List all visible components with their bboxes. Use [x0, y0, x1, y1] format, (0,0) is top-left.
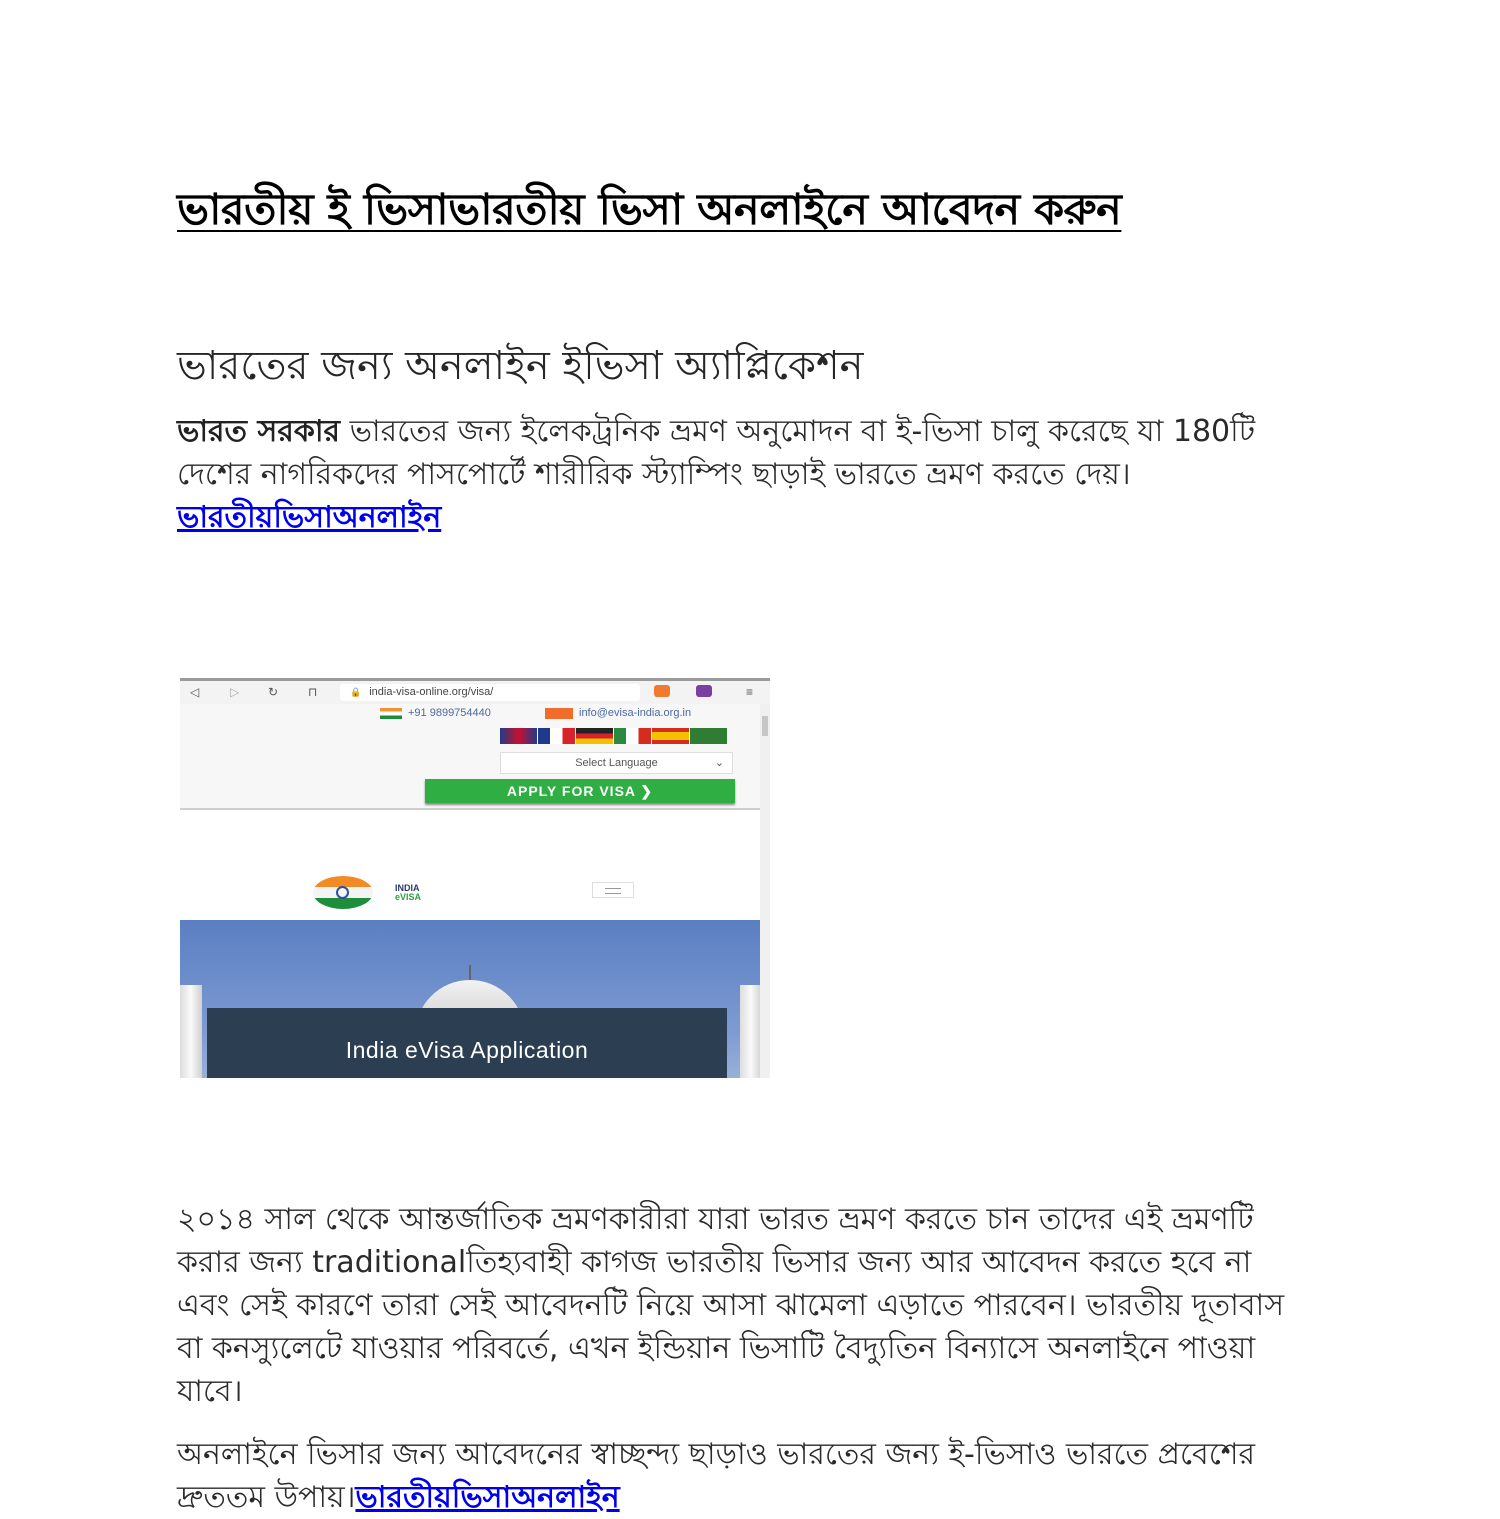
indian-visa-online-link-2[interactable]: ভারতীয়ভিসাঅনলাইন	[355, 1480, 620, 1515]
phone-contact	[380, 707, 491, 719]
france-flag-icon	[538, 728, 575, 744]
forward-icon: ▷	[230, 685, 240, 699]
indian-visa-online-link[interactable]: ভারতীয়ভিসাঅনলাইন	[177, 500, 442, 535]
history-paragraph: ২০১৪ সাল থেকে আন্তর্জাতিক ভ্রমণকারীরা যারা ভারত ভ্রমণ করতে চান তাদের এই ভ্রমণটি করার জন্য traditionalতিহ্যবাহী কাগজ ভারতীয় ভিসার জন্য আর আবেদন করতে হবে না এবং সেই কারণে তারা সেই আবেদনটি নিয়ে আসা ঝামেলা এড়াতে পারবেন। ভারতীয় দূতাবাস বা কনস্যুলেটে যাওয়ার পরিবর্তে, এখন ইন্ডিয়ান ভিসাটি বৈদ্যুতিন বিন্যাসে অনলাইনে পাওয়া যাবে।	[177, 1202, 1285, 1409]
reload-icon: ↻	[268, 685, 279, 699]
speed-text: অনলাইনে ভিসার জন্য আবেদনের স্বাচ্ছন্দ্য ছাড়াও ভারতের জন্য ই-ভিসাও ভারতে প্রবেশের দ্রুততম উপায়।	[177, 1437, 1256, 1515]
germany-flag-icon	[576, 728, 613, 744]
intro-paragraph	[177, 410, 1312, 539]
minaret-right	[740, 985, 760, 1078]
intro-text: ভারতের জন্য ইলেকট্রনিক ভ্রমণ অনুমোদন বা ই-ভিসা চালু করেছে যা 180টি দেশের নাগরিকদের পাসপোর্টে শারীরিক স্ট্যাম্পিং ছাড়াই ভারতে ভ্রমণ করতে দেয়।	[177, 414, 1256, 492]
india-flag-icon	[380, 708, 402, 719]
phone-number: +91 9899754440	[408, 707, 491, 719]
chevron-down-icon: ⌄	[714, 757, 724, 769]
minaret-left	[180, 985, 202, 1078]
menu-icon: ≡	[746, 685, 754, 699]
lock-icon: 🔒	[350, 687, 362, 697]
language-select-value: Select Language	[575, 757, 658, 769]
india-flag-logo	[313, 876, 373, 909]
email-address: info@evisa-india.org.in	[579, 707, 692, 719]
intro-bold-lead: ভারত সরকার	[177, 414, 341, 449]
scrollbar	[760, 704, 770, 1078]
email-contact	[545, 707, 691, 719]
language-flags	[500, 728, 727, 744]
url-bar	[340, 684, 640, 701]
page-subtitle: ভারতের জন্য অনলাইন ইভিসা অ্যাপ্লিকেশন	[177, 343, 864, 389]
mail-icon	[545, 708, 573, 719]
language-select	[500, 752, 733, 774]
page-title: ভারতীয় ই ভিসাভারতীয় ভিসা অনলাইনে আবেদন করুন	[177, 185, 1122, 235]
site-top-strip	[180, 704, 760, 810]
back-icon: ◁	[190, 685, 200, 699]
apply-for-visa-button: APPLY FOR VISA ❯	[425, 779, 735, 803]
hero-image	[180, 920, 760, 1078]
browser-toolbar	[180, 678, 770, 704]
brave-shield-icon	[654, 685, 670, 697]
scroll-thumb	[762, 716, 768, 736]
site-logo-text	[395, 884, 421, 902]
arabic-flag-icon	[690, 728, 727, 744]
hamburger-menu-icon	[592, 882, 634, 898]
speed-paragraph	[177, 1433, 1312, 1519]
bookmark-icon: ⊓	[308, 685, 318, 699]
logo-evisa: eVISA	[395, 892, 422, 902]
uk-flag-icon	[500, 728, 537, 744]
logo-india: INDIA	[395, 883, 420, 893]
url-text: india-visa-online.org/visa/	[369, 686, 494, 698]
brave-rewards-icon	[696, 685, 712, 697]
spain-flag-icon	[652, 728, 689, 744]
embedded-website-screenshot	[180, 678, 770, 1078]
italy-flag-icon	[614, 728, 651, 744]
hero-banner: India eVisa Application	[207, 1008, 727, 1078]
